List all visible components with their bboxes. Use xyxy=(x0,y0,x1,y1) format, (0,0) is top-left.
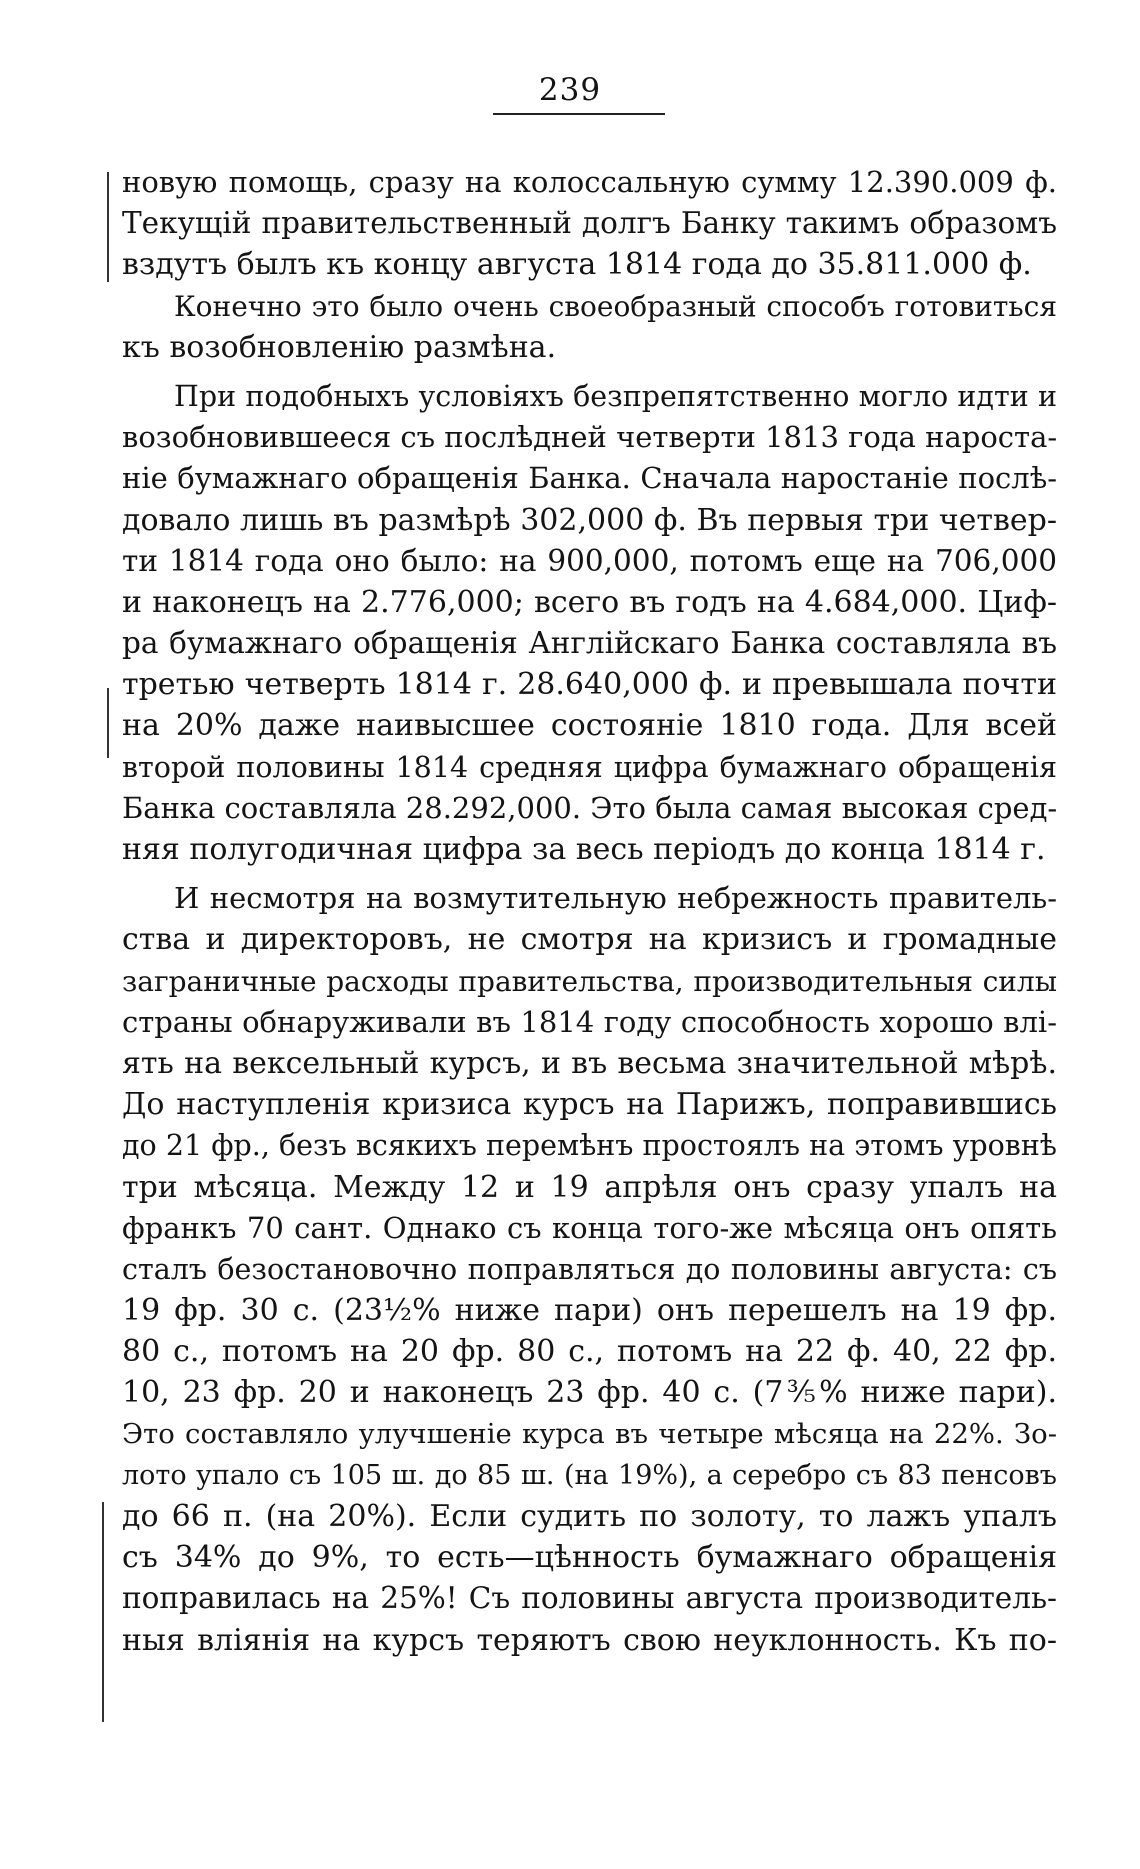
paragraph-3 xyxy=(122,376,1057,870)
text-line: ра бумажнаго обращенія Англійскаго Банка составляла въ xyxy=(122,626,1057,661)
margin-mark-bottom xyxy=(102,1502,104,1722)
text-line: лото упало съ 105 ш. до 85 ш. (на 19%), а серебро съ 83 пенсовъ xyxy=(122,1459,1057,1491)
text-line: ніе бумажнаго обращенія Банка. Сначала наростаніе послѣ- xyxy=(122,461,1057,496)
text-line: къ возобновленію размѣна. xyxy=(122,329,557,365)
text-line: ства и директоровъ, не смотря на кризисъ и громадные xyxy=(122,922,1057,958)
text-line: довало лишь въ размѣрѣ 302,000 ф. Въ первыя три четвер- xyxy=(122,502,1057,538)
text-line: Текущій правительственный долгъ Банку такимъ образомъ xyxy=(122,206,1057,241)
text-line: и наконецъ на 2.776,000; всего въ годъ на 4.684,000. Циф- xyxy=(122,584,1057,620)
text-line: Это составляло улучшеніе курса въ четыре мѣсяца на 22%. Зо- xyxy=(122,1417,1057,1450)
text-line: страны обнаруживали въ 1814 году способность хорошо влі- xyxy=(122,1004,1057,1039)
paragraph-4 xyxy=(122,878,1057,1661)
header-rule xyxy=(493,113,665,115)
text-line: И несмотря на возмутительную небрежность правитель- xyxy=(174,881,1057,916)
text-line: При подобныхъ условіяхъ безпрепятственно могло идти и xyxy=(174,379,1057,413)
text-line: вздутъ былъ къ концу августа 1814 года до 35.811.000 ф. xyxy=(122,247,1032,283)
text-line: второй половины 1814 средняя цифра бумажнаго обращенія xyxy=(122,750,1057,784)
paragraph-2 xyxy=(122,286,1057,368)
text-line: третью четверть 1814 г. 28.640,000 ф. и превышала почти xyxy=(122,667,1057,703)
text-line: до 21 фр., безъ всякихъ перемѣнъ простоялъ на этомъ уровнѣ xyxy=(122,1129,1057,1163)
text-line: ять на вексельный курсъ, и въ весьма значительной мѣрѣ. xyxy=(122,1045,1057,1081)
text-line: 19 фр. 30 с. (23½% ниже пари) онъ перешелъ на 19 фр. xyxy=(122,1293,1057,1329)
text-block xyxy=(122,162,1057,1661)
text-line: франкъ 70 сант. Однако съ конца того-же мѣсяца онъ опять xyxy=(122,1210,1057,1245)
text-line: няя полугодичная цифра за весь періодъ до конца 1814 г. xyxy=(122,832,1046,867)
paragraph-1 xyxy=(122,162,1057,286)
text-line: Банка составляла 28.292,000. Это была самая высокая сред- xyxy=(122,790,1057,825)
text-line: новую помощь, сразу на колоссальную сумму 12.390.009 ф. xyxy=(122,165,1057,199)
text-line: заграничные расходы правительства, производительныя силы xyxy=(122,964,1057,998)
text-line: Конечно это было очень своеобразный способъ готовиться xyxy=(174,289,1057,323)
text-line: сталъ безостановочно поправляться до половины августа: съ xyxy=(122,1252,1057,1286)
text-line: 10, 23 фр. 20 и наконецъ 23 фр. 40 с. (7⅗% ниже пари). xyxy=(122,1375,1057,1411)
text-line: три мѣсяца. Между 12 и 19 апрѣля онъ сразу упалъ на xyxy=(122,1169,1057,1205)
text-line: ти 1814 года оно было: на 900,000, потомъ еще на 706,000 xyxy=(122,543,1057,578)
text-line: на 20% даже наивысшее состояніе 1810 года. Для всей xyxy=(122,708,1057,744)
text-line: до 66 п. (на 20%). Если судить по золоту, то лажъ упалъ xyxy=(122,1499,1057,1534)
margin-mark-top xyxy=(107,172,109,282)
page-number: 239 xyxy=(538,72,602,108)
text-line: 80 с., потомъ на 20 фр. 80 с., потомъ на 22 ф. 40, 22 фр. xyxy=(122,1334,1057,1370)
margin-mark-middle xyxy=(107,688,109,758)
text-line: До наступленія кризиса курсъ на Парижъ, поправившись xyxy=(122,1087,1057,1123)
text-line: ныя вліянія на курсъ теряютъ свою неуклонность. Къ по- xyxy=(122,1622,1057,1658)
text-line: возобновившееся съ послѣдней четверти 1813 года нароста- xyxy=(122,420,1057,455)
text-line: съ 34% до 9%, то есть—цѣнность бумажнаго обращенія xyxy=(122,1540,1057,1576)
text-line: поправилась на 25%! Съ половины августа производитель- xyxy=(122,1581,1057,1616)
